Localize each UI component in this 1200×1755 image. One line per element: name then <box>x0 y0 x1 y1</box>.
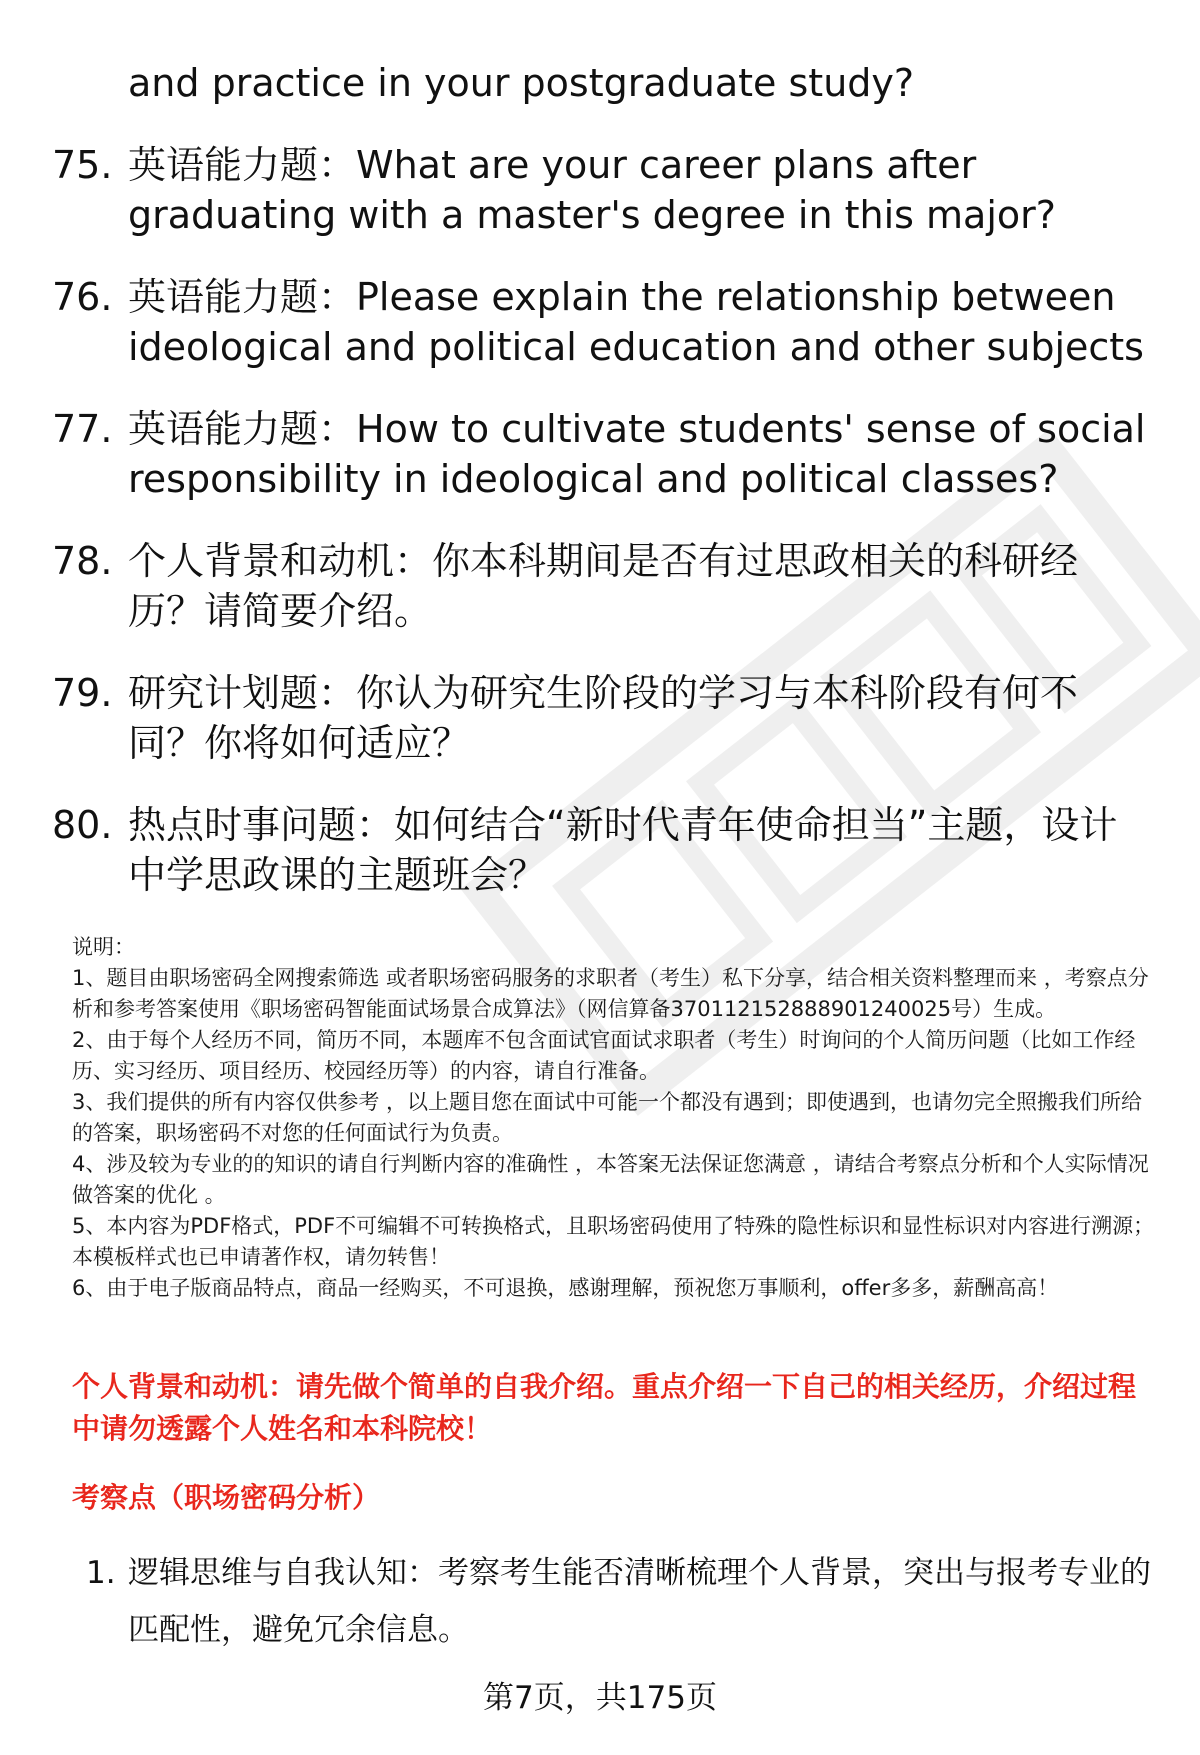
question-list <box>52 58 1152 932</box>
analysis-heading: 考察点（职场密码分析） <box>72 1481 381 1514</box>
question-number: 77. <box>52 407 113 451</box>
question-number: 78. <box>52 539 113 583</box>
note-item: 1、题目由职场密码全网搜索筛选 或者职场密码服务的求职者（考生）私下分享，结合相关资料整理而来 ，考察点分析和参考答案使用《职场密码智能面试场景合成算法》（网信算备370112152888901240025号）生成。 <box>72 966 1149 1021</box>
question-text: 英语能力题：How to cultivate students' sense of social responsibility in ideological and political classes? <box>128 407 1146 501</box>
question-text: 英语能力题：Please explain the relationship between ideological and political education and other subjects <box>128 275 1144 369</box>
question-item <box>52 404 1152 504</box>
question-text: 热点时事问题：如何结合“新时代青年使命担当”主题，设计中学思政课的主题班会？ <box>128 803 1118 897</box>
question-item <box>52 272 1152 372</box>
question-continuation: and practice in your postgraduate study? <box>128 61 915 105</box>
question-item <box>52 140 1152 240</box>
note-item: 5、本内容为PDF格式，PDF不可编辑不可转换格式，且职场密码使用了特殊的隐性标识和显性标识对内容进行溯源；本模板样式也已申请著作权，请勿转售！ <box>72 1214 1155 1269</box>
question-item <box>52 668 1152 768</box>
note-item: 3、我们提供的所有内容仅供参考 ，以上题目您在面试中可能一个都没有遇到；即使遇到，也请勿完全照搬我们所给的答案，职场密码不对您的任何面试行为负责。 <box>72 1090 1143 1145</box>
notes-title: 说明： <box>72 935 135 959</box>
analysis-number: 1. <box>86 1555 116 1591</box>
page-footer: 第7页，共175页 <box>483 1680 717 1716</box>
question-number: 79. <box>52 671 113 715</box>
question-number: 76. <box>52 275 113 319</box>
question-text: 英语能力题：What are your career plans after graduating with a master's degree in this major? <box>128 143 1056 237</box>
question-number: 75. <box>52 143 113 187</box>
question-text: 研究计划题：你认为研究生阶段的学习与本科阶段有何不同？你将如何适应？ <box>128 671 1079 765</box>
analysis-text: 逻辑思维与自我认知：考察考生能否清晰梳理个人背景，突出与报考专业的匹配性，避免冗余信息。 <box>128 1555 1151 1648</box>
question-item <box>52 536 1152 636</box>
question-text: 个人背景和动机：你本科期间是否有过思政相关的科研经历？请简要介绍。 <box>128 539 1079 633</box>
question-item <box>52 800 1152 900</box>
note-item: 4、涉及较为专业的的知识的请自行判断内容的准确性 ，本答案无法保证您满意 ，请结合考察点分析和个人实际情况做答案的优化 。 <box>72 1152 1149 1207</box>
featured-question: 个人背景和动机：请先做个简单的自我介绍。重点介绍一下自己的相关经历，介绍过程中请勿透露个人姓名和本科院校！ <box>72 1370 1137 1445</box>
note-item: 6、由于电子版商品特点，商品一经购买，不可退换，感谢理解，预祝您万事顺利，offer多多，薪酬高高！ <box>72 1276 1059 1300</box>
note-item: 2、由于每个人经历不同，简历不同，本题库不包含面试官面试求职者（考生）时询问的个人简历问题（比如工作经历、实习经历、项目经历、校园经历等）的内容，请自行准备。 <box>72 1028 1136 1083</box>
analysis-item <box>86 1545 1166 1659</box>
notes-section <box>72 932 1162 1304</box>
question-number: 80. <box>52 803 113 847</box>
